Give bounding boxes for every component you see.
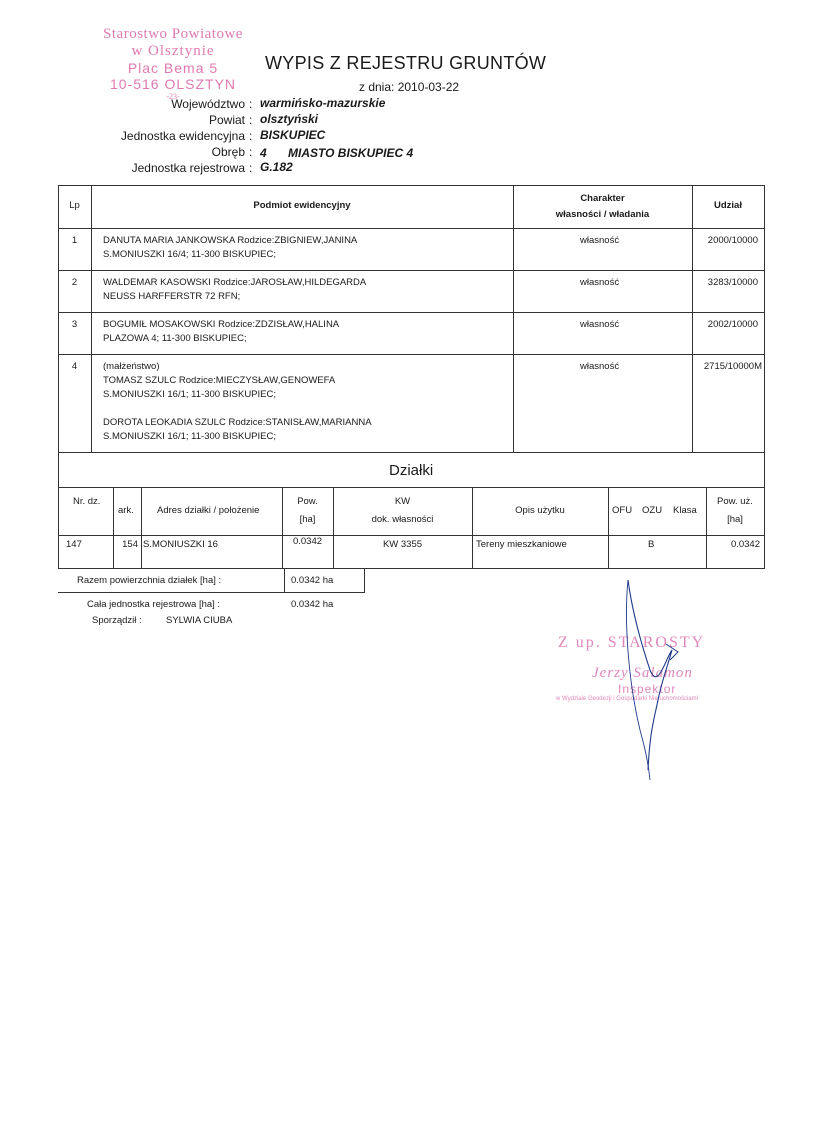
jednostka-rejestrowa-label: Jednostka rejestrowa <box>131 161 245 175</box>
powiat-label: Powiat <box>208 113 245 127</box>
colon: : <box>249 161 253 175</box>
parcel-ark: 154 <box>122 539 138 550</box>
owner-name: DOROTA LEOKADIA SZULC Rodzice:STANISŁAW,MARIANNA <box>103 417 372 428</box>
jednostka-label: Jednostka ewidencyjna <box>120 129 245 143</box>
handwritten-signature-icon <box>610 570 690 790</box>
col-pow-header-2: [ha] <box>299 514 316 525</box>
jednostka-rejestrowa-value: G.182 <box>260 160 293 174</box>
row-charakter: własność <box>580 277 620 288</box>
col-podmiot-header: Podmiot ewidencyjny <box>253 200 351 211</box>
owner-name: BOGUMIŁ MOSAKOWSKI Rodzice:ZDZISŁAW,HALINA <box>103 319 340 330</box>
signature-line-1: Z up. STAROSTY <box>558 634 706 651</box>
powiat-value: olsztyński <box>260 112 319 126</box>
wojewodztwo-value: warmińsko-mazurskie <box>260 96 386 110</box>
col-adres-header: Adres działki / położenie <box>157 505 260 516</box>
col-charakter-header-2: własności / władania <box>555 209 650 220</box>
owner-address: PLAZOWA 4; 11-300 BISKUPIEC; <box>103 333 247 344</box>
razem-label: Razem powierzchnia działek [ha] : <box>77 575 222 586</box>
colon: : <box>249 113 253 127</box>
owner-address: S.MONIUSZKI 16/4; 11-300 BISKUPIEC; <box>103 249 276 260</box>
owner-address: S.MONIUSZKI 16/1; 11-300 BISKUPIEC; <box>103 389 276 400</box>
document-title: WYPIS Z REJESTRU GRUNTÓW <box>265 53 547 73</box>
col-ozu-header: OZU <box>642 505 663 516</box>
col-opis-header: Opis użytku <box>515 505 565 516</box>
document-date: z dnia: 2010-03-22 <box>359 80 460 94</box>
row-udzial: 2002/10000 <box>707 319 758 330</box>
col-kw-header-2: dok. własności <box>371 514 434 525</box>
stamp-line-4: 10-516 OLSZTYN <box>109 76 237 92</box>
cala-label: Cała jednostka rejestrowa [ha] : <box>87 599 221 610</box>
col-udzial-header: Udział <box>714 200 742 211</box>
row-lp: 1 <box>71 235 78 246</box>
obreb-label: Obręb <box>211 145 245 159</box>
parcel-klasa: B <box>648 539 655 550</box>
row-lp: 2 <box>71 277 78 288</box>
owner-name: DANUTA MARIA JANKOWSKA Rodzice:ZBIGNIEW,JANINA <box>103 235 358 246</box>
owner-name: TOMASZ SZULC Rodzice:MIECZYSŁAW,GENOWEFA <box>103 375 336 386</box>
col-klasa-header: Klasa <box>673 505 697 516</box>
razem-value: 0.0342 ha <box>291 575 334 586</box>
row-charakter: własność <box>580 235 620 246</box>
dzialki-title: Działki <box>389 462 434 479</box>
cala-value: 0.0342 ha <box>291 599 334 610</box>
col-ofu-header: OFU <box>612 505 633 516</box>
parcel-nr: 147 <box>66 539 82 550</box>
parcel-kw: KW 3355 <box>382 539 423 550</box>
obreb-number: 4 <box>260 146 267 160</box>
owner-relation: (małżeństwo) <box>103 361 160 372</box>
col-lp-header: Lp <box>69 200 80 211</box>
parcel-pow: 0.0342 <box>292 536 323 547</box>
signature-line-2: Jerzy Salamon <box>592 665 693 681</box>
owner-name: WALDEMAR KASOWSKI Rodzice:JAROSŁAW,HILDEGARDA <box>103 277 367 288</box>
col-ark-header: ark. <box>118 505 134 516</box>
row-udzial: 2715/10000M <box>703 361 762 372</box>
signature-line-4: w Wydziale Geodezji i Gospodarki Nieruchomościami <box>556 696 698 702</box>
owner-address: S.MONIUSZKI 16/1; 11-300 BISKUPIEC; <box>103 431 276 442</box>
stamp-line-5: -23- <box>166 92 180 101</box>
col-powuz-header-1: Pow. uż. <box>717 496 753 507</box>
colon: : <box>249 129 253 143</box>
row-udzial: 2000/10000 <box>707 235 758 246</box>
col-charakter-header-1: Charakter <box>580 193 625 204</box>
stamp-line-2: w Olsztynie <box>131 43 215 59</box>
row-lp: 4 <box>71 361 78 372</box>
signature-line-3: Inspektor <box>618 682 677 696</box>
col-powuz-header-2: [ha] <box>727 514 743 525</box>
sporzadzil-label: Sporządził : <box>92 615 142 626</box>
stamp-line-3: Plac Bema 5 <box>127 60 219 76</box>
parcel-opis: Tereny mieszkaniowe <box>476 539 567 550</box>
owner-address: NEUSS HARFFERSTR 72 RFN; <box>103 291 241 302</box>
colon: : <box>249 97 253 111</box>
sporzadzil-value: SYLWIA CIUBA <box>166 615 233 626</box>
row-charakter: własność <box>580 319 620 330</box>
row-udzial: 3283/10000 <box>707 277 758 288</box>
office-stamp <box>78 26 268 101</box>
stamp-line-1: Starostwo Powiatowe <box>103 26 243 42</box>
col-kw-header-1: KW <box>394 496 411 507</box>
obreb-name: MIASTO BISKUPIEC 4 <box>288 146 414 160</box>
parcel-adres: S.MONIUSZKI 16 <box>143 539 218 550</box>
colon: : <box>249 145 253 159</box>
wojewodztwo-label: Województwo <box>171 97 245 111</box>
parcel-powuz: 0.0342 <box>730 539 760 550</box>
col-nr-header: Nr. dz. <box>73 496 101 507</box>
col-pow-header-1: Pow. <box>297 496 318 507</box>
jednostka-value: BISKUPIEC <box>260 128 326 142</box>
row-lp: 3 <box>71 319 78 330</box>
row-charakter: własność <box>580 361 620 372</box>
